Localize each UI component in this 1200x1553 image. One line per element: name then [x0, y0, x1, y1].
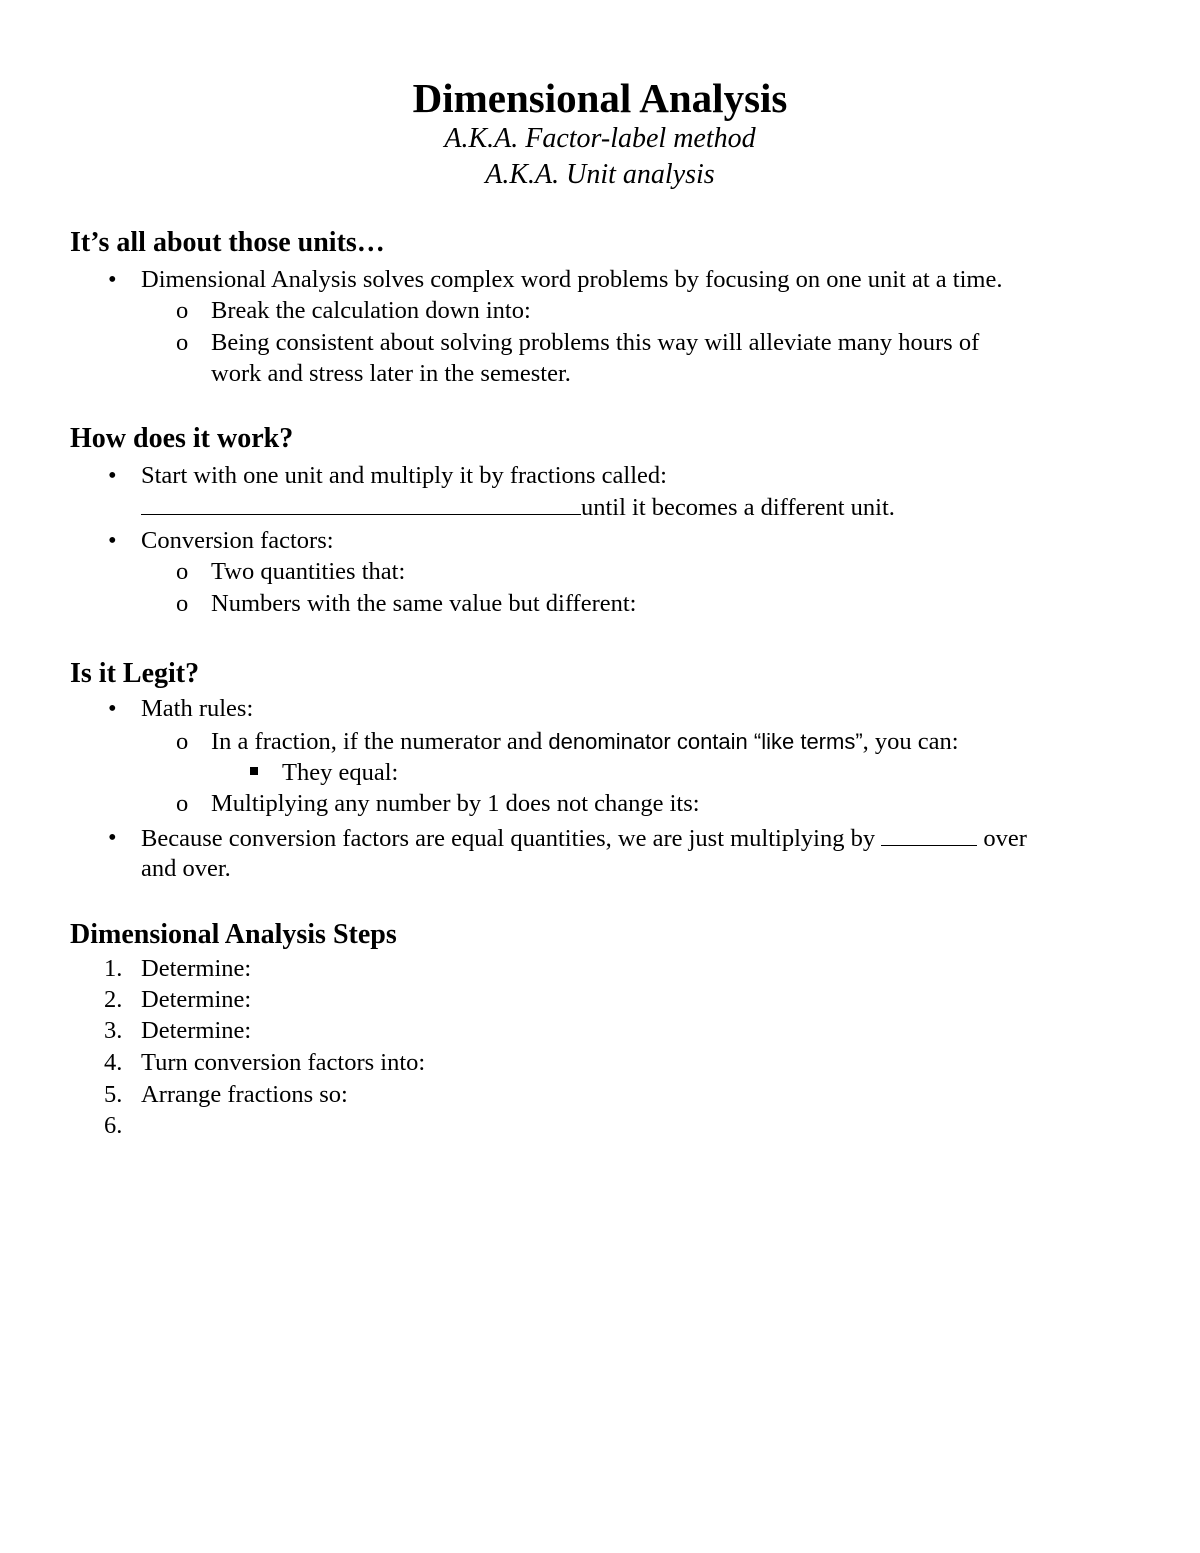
circle-bullet-icon: o	[176, 590, 189, 617]
step-number: 5.	[104, 1081, 123, 1108]
text-part-sans: denominator contain “like terms”	[548, 729, 863, 754]
section-heading-legit: Is it Legit?	[70, 658, 200, 689]
step-text: Determine:	[141, 986, 252, 1013]
sub-bullet-text: Multiplying any number by 1 does not change its:	[211, 790, 700, 817]
fill-in-blank	[881, 823, 977, 846]
bullet-text: Dimensional Analysis solves complex word problems by focusing on one unit at a time.	[141, 266, 1003, 293]
bullet-text: Start with one unit and multiply it by fractions called:	[141, 462, 667, 489]
fill-in-blank	[141, 492, 581, 515]
section-heading-units: It’s all about those units…	[70, 227, 385, 258]
text-part: In a fraction, if the numerator and	[211, 728, 549, 755]
section-heading-steps: Dimensional Analysis Steps	[70, 919, 397, 950]
page-title: Dimensional Analysis	[412, 75, 788, 121]
bullet-icon: •	[108, 462, 117, 489]
text-part: Because conversion factors are equal quantities, we are just multiplying by	[141, 825, 882, 852]
aka-unit-analysis: A.K.A. Unit analysis	[485, 159, 715, 190]
sub-bullet-text: Two quantities that:	[211, 558, 406, 585]
bullet-icon: •	[108, 695, 117, 722]
bullet-icon: •	[108, 266, 117, 293]
step-text: Determine:	[141, 1017, 252, 1044]
step-number: 2.	[104, 986, 123, 1013]
step-text: Arrange fractions so:	[141, 1081, 348, 1108]
square-bullet-icon	[250, 758, 258, 788]
sub-bullet-text: Break the calculation down into:	[211, 297, 531, 324]
step-text: Determine:	[141, 955, 252, 982]
circle-bullet-icon: o	[176, 297, 189, 324]
step-number: 3.	[104, 1017, 123, 1044]
step-number: 1.	[104, 955, 123, 982]
circle-bullet-icon: o	[176, 728, 189, 755]
bullet-text: Conversion factors:	[141, 527, 334, 554]
blank-trailing-text: until it becomes a different unit.	[581, 494, 895, 521]
sub-bullet-text-continued: work and stress later in the semester.	[211, 360, 571, 387]
sub-bullet-text	[211, 727, 959, 757]
bullet-text: Math rules:	[141, 695, 254, 722]
text-part: , you can:	[862, 728, 959, 755]
bullet-text-continued: and over.	[141, 855, 231, 882]
bullet-text-continued	[141, 492, 895, 523]
bullet-icon: •	[108, 824, 117, 851]
bullet-text	[141, 823, 1027, 854]
aka-factor-label: A.K.A. Factor-label method	[444, 123, 756, 154]
text-part: over	[977, 825, 1027, 852]
bullet-icon: •	[108, 527, 117, 554]
step-number: 6.	[104, 1112, 123, 1139]
circle-bullet-icon: o	[176, 790, 189, 817]
circle-bullet-icon: o	[176, 558, 189, 585]
section-heading-how: How does it work?	[70, 423, 294, 454]
sub-bullet-text: Numbers with the same value but different:	[211, 590, 637, 617]
sub-bullet-text: Being consistent about solving problems this way will alleviate many hours of	[211, 329, 980, 356]
circle-bullet-icon: o	[176, 329, 189, 356]
sub-sub-bullet-text: They equal:	[282, 759, 399, 786]
step-text: Turn conversion factors into:	[141, 1049, 426, 1076]
step-number: 4.	[104, 1049, 123, 1076]
